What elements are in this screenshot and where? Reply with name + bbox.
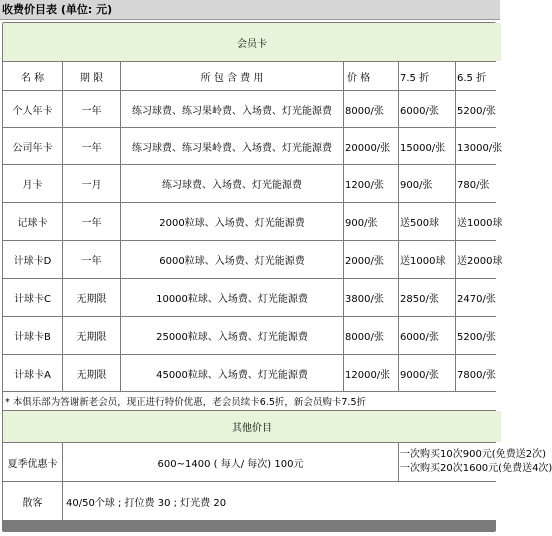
walkin-desc: 40/50个球 ; 打位费 30 ; 灯光费 20	[63, 482, 501, 520]
header-discount-75: 7.5 折	[399, 62, 455, 90]
row-fees: 练习球费、练习果岭费、入场费、灯光能源费	[121, 128, 343, 164]
row-name: 计球卡D	[3, 241, 62, 278]
row-price: 8000/张	[344, 91, 398, 127]
row-discount-75: 6000/张	[399, 91, 455, 127]
row-name: 计球卡A	[3, 355, 62, 391]
header-fees: 所 包 含 费 用	[121, 62, 343, 90]
row-price: 900/张	[344, 203, 398, 240]
row-discount-75: 6000/张	[399, 317, 455, 354]
summer-promo-20: 一次购买20次1600元(免费送4次)	[400, 463, 552, 474]
row-name: 公司年卡	[3, 128, 62, 164]
row-term: 一年	[63, 128, 120, 164]
row-discount-75: 送500球	[399, 203, 455, 240]
summer-card-price: 600~1400 ( 每人/ 每次) 100元	[63, 443, 398, 481]
row-price: 8000/张	[344, 317, 398, 354]
row-discount-65: 送2000球	[456, 241, 501, 278]
row-price: 12000/张	[344, 355, 398, 391]
row-name: 计球卡B	[3, 317, 62, 354]
row-name: 记球卡	[3, 203, 62, 240]
price-table	[2, 22, 552, 532]
row-discount-65: 5200/张	[456, 91, 501, 127]
header-name: 名 称	[3, 62, 62, 90]
row-term: 一年	[63, 241, 120, 278]
row-term: 一月	[63, 165, 120, 202]
row-term: 无期限	[63, 317, 120, 354]
row-term: 无期限	[63, 279, 120, 316]
row-price: 2000/张	[344, 241, 398, 278]
walkin-name: 散客	[3, 482, 62, 520]
row-discount-65: 7800/张	[456, 355, 501, 391]
summer-card-name: 夏季优惠卡	[3, 443, 62, 481]
row-discount-75: 送1000球	[399, 241, 455, 278]
row-fees: 练习球费、入场费、灯光能源费	[121, 165, 343, 202]
row-fees: 6000粒球、入场费、灯光能源费	[121, 241, 343, 278]
section-member-cards: 会员卡	[3, 23, 501, 61]
header-term: 期 限	[63, 62, 120, 90]
promotion-note: * 本俱乐部为答谢新老会员，现正进行特价优惠，老会员续卡6.5折，新会员购卡7.5折	[3, 392, 501, 410]
row-fees: 练习球费、练习果岭费、入场费、灯光能源费	[121, 91, 343, 127]
row-term: 一年	[63, 203, 120, 240]
row-name: 个人年卡	[3, 91, 62, 127]
row-price: 20000/张	[344, 128, 398, 164]
row-discount-75: 15000/张	[399, 128, 455, 164]
row-term: 一年	[63, 91, 120, 127]
row-discount-65: 送1000球	[456, 203, 501, 240]
row-price: 3800/张	[344, 279, 398, 316]
summer-promo-10: 一次购买10次900元(免费送2次)	[400, 449, 546, 460]
row-discount-65: 780/张	[456, 165, 501, 202]
row-discount-75: 9000/张	[399, 355, 455, 391]
section-other-prices: 其他价目	[3, 411, 501, 442]
row-fees: 10000粒球、入场费、灯光能源费	[121, 279, 343, 316]
row-name: 月卡	[3, 165, 62, 202]
header-discount-65: 6.5 折	[456, 62, 501, 90]
row-term: 无期限	[63, 355, 120, 391]
row-discount-75: 2850/张	[399, 279, 455, 316]
row-fees: 2000粒球、入场费、灯光能源费	[121, 203, 343, 240]
page-title: 收费价目表 (单位: 元)	[0, 0, 500, 20]
header-price: 价 格	[344, 62, 398, 90]
row-name: 计球卡C	[3, 279, 62, 316]
row-discount-75: 900/张	[399, 165, 455, 202]
row-discount-65: 13000/张	[456, 128, 501, 164]
row-discount-65: 2470/张	[456, 279, 501, 316]
row-price: 1200/张	[344, 165, 398, 202]
row-discount-65: 5200/张	[456, 317, 501, 354]
row-fees: 45000粒球、入场费、灯光能源费	[121, 355, 343, 391]
row-fees: 25000粒球、入场费、灯光能源费	[121, 317, 343, 354]
summer-card-promotions	[399, 443, 552, 481]
